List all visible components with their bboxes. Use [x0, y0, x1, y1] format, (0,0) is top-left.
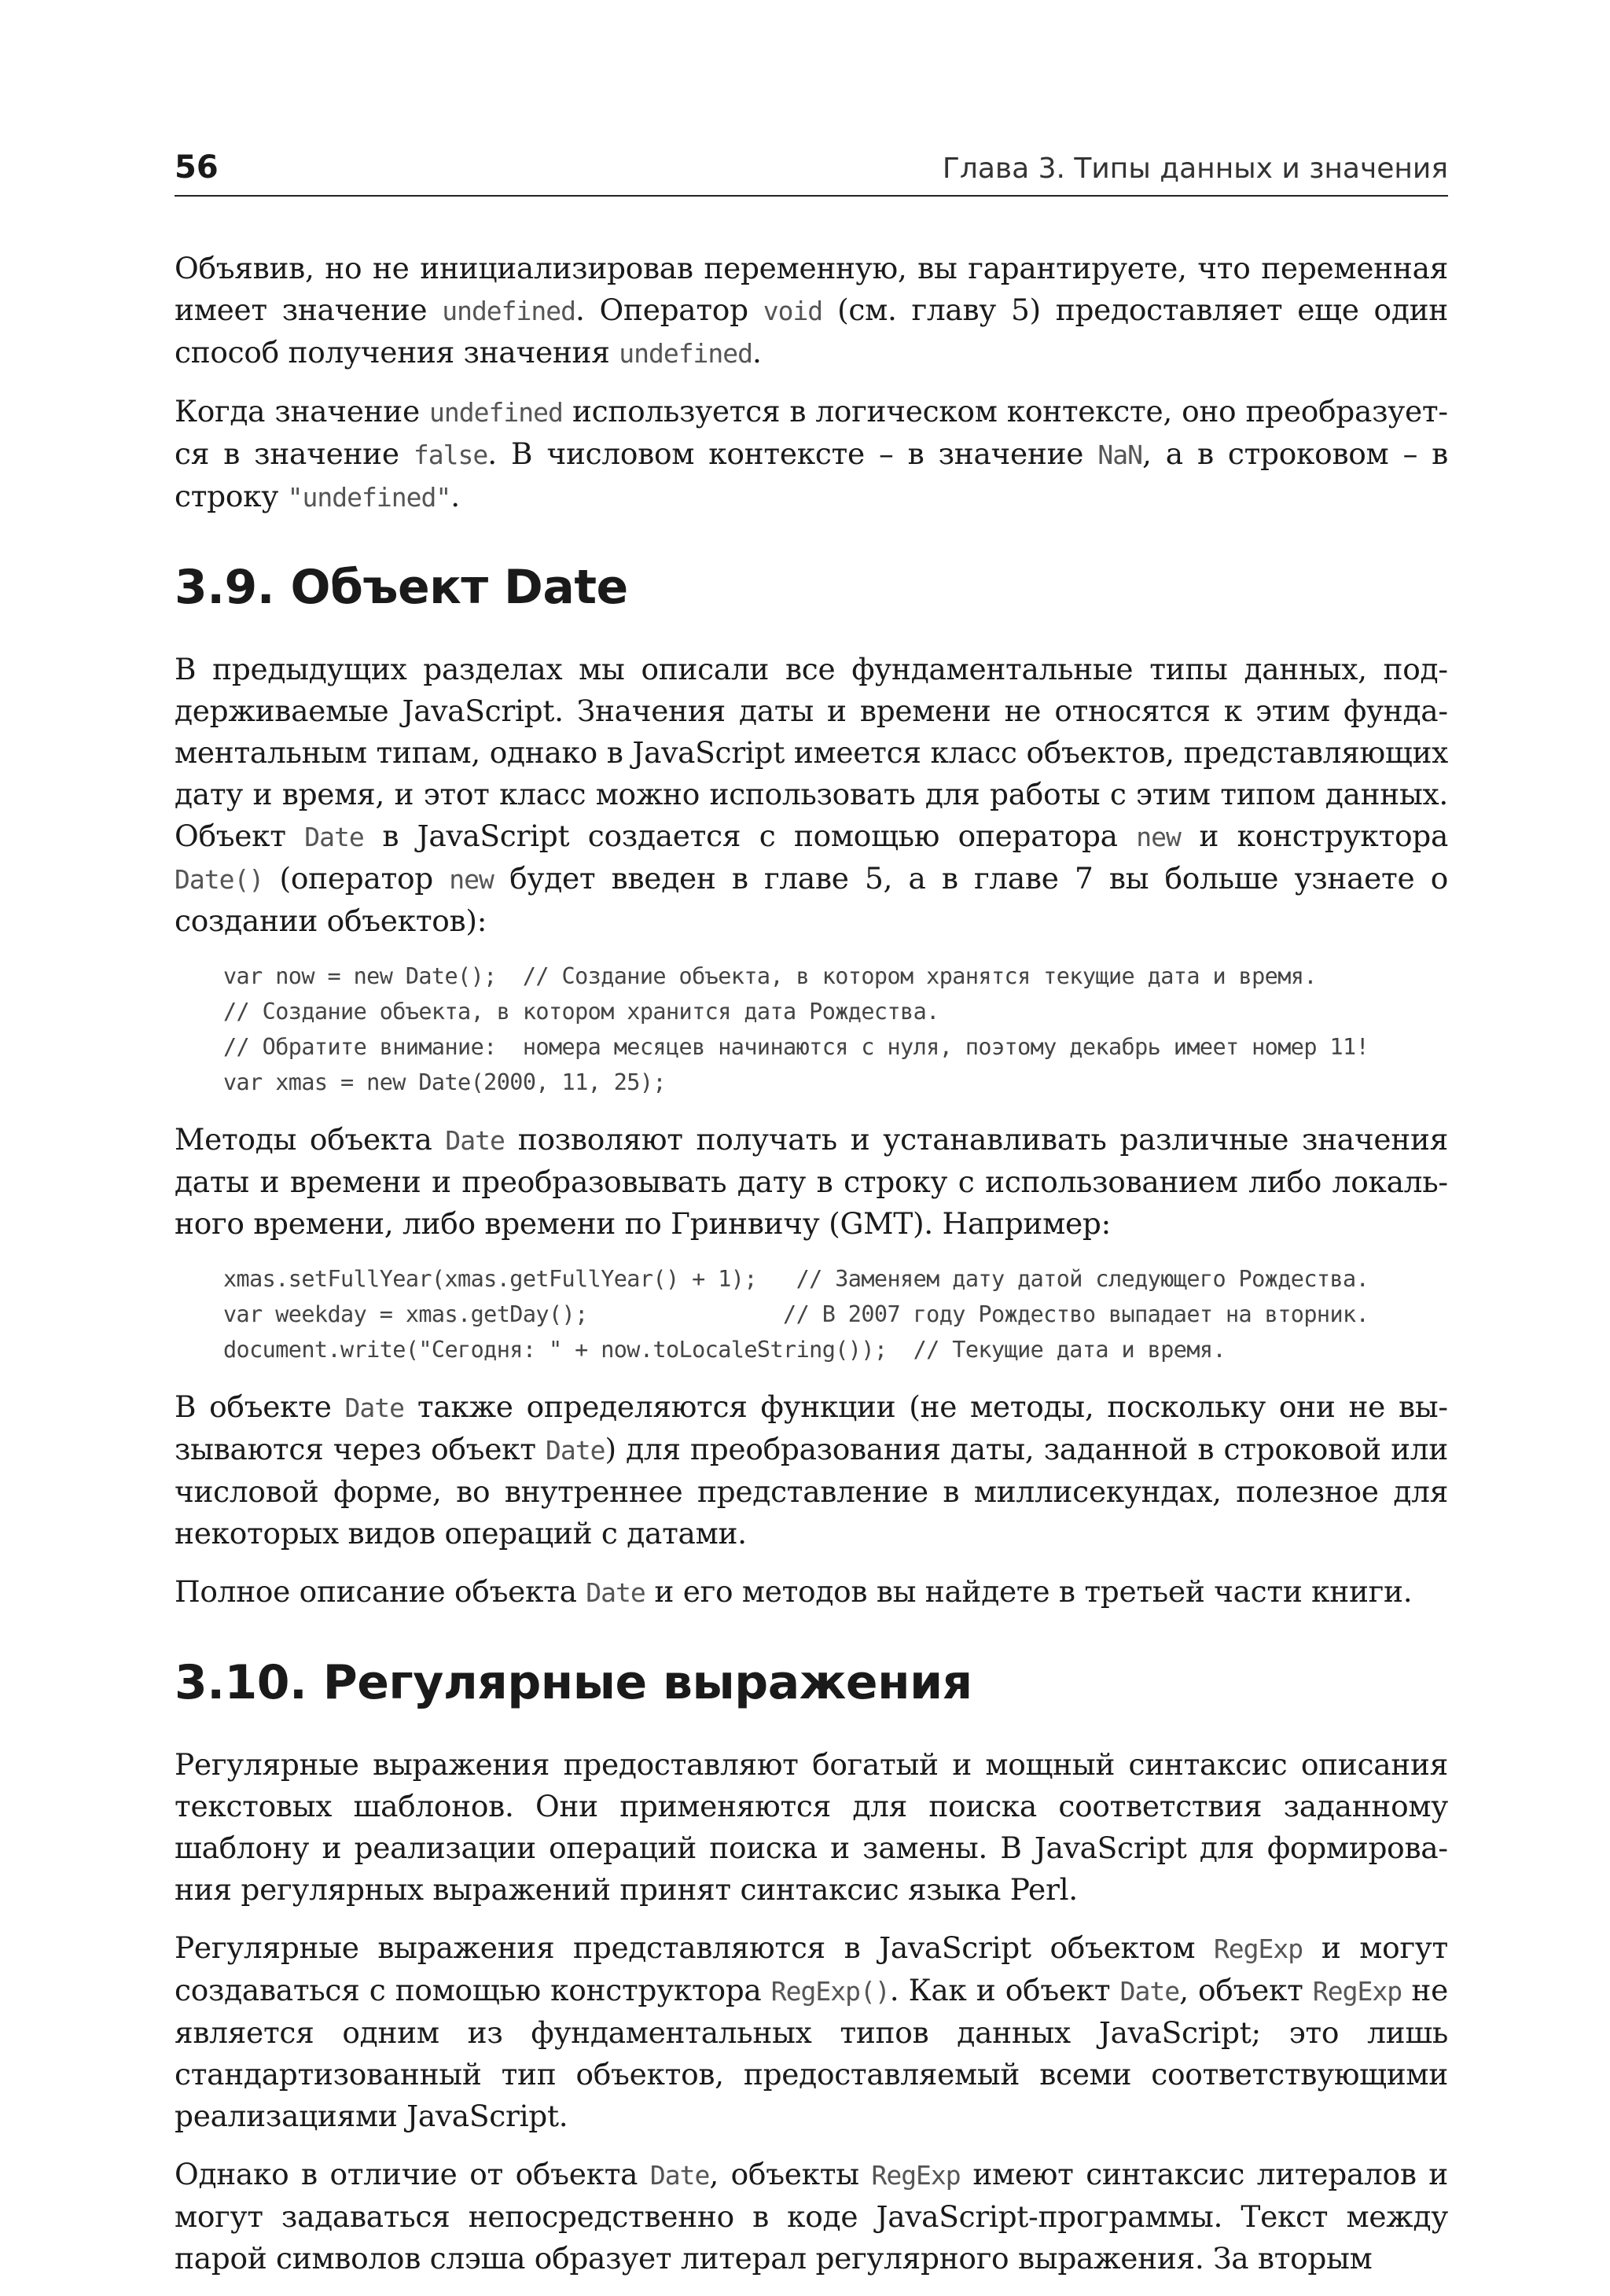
- code-line: // Создание объекта, в котором хранится дата Рождества.: [223, 999, 939, 1025]
- paragraph-regexp-intro: [175, 1744, 1448, 1911]
- text: (см. главу 5) предоставляет еще один способ получения значения: [175, 293, 1448, 370]
- paragraph-undefined-conversion: [175, 391, 1448, 518]
- inline-code: Date: [344, 1393, 405, 1423]
- text: В объекте: [175, 1389, 345, 1424]
- inline-code: undefined: [619, 338, 753, 369]
- text: и конструктора: [1180, 819, 1448, 853]
- text: , объекты: [709, 2157, 872, 2191]
- text: используется в логическом контексте, оно преобразуется в значение: [175, 394, 1448, 471]
- inline-code: RegExp: [871, 2160, 961, 2191]
- text: В предыдущих разделах мы описали все фундаментальные типы данных, поддерживаемые JavaScript. Значения даты и времени не относятся к этим фундаментальным типам, однако в JavaScript имеется класс объектов, представляющих дату и время, и этот класс можно использовать для работы с этим типом данных. Объект: [175, 652, 1448, 853]
- text: и могут создаваться с помощью конструктора: [175, 1930, 1448, 2007]
- inline-code: "undefined": [287, 482, 451, 513]
- paragraph-date-intro: [175, 649, 1448, 942]
- code-line: var weekday = xmas.getDay(); // В 2007 году Рождество выпадает на вторник.: [223, 1301, 1369, 1327]
- inline-code: false: [413, 440, 488, 470]
- code-line: xmas.setFullYear(xmas.getFullYear() + 1); // Заменяем дату датой следующего Рождества.: [223, 1266, 1369, 1292]
- text: имеют синтаксис литералов и могут задаваться непосредственно в коде JavaScript-программы. Текст между парой символов слэша образует литерал регулярного выражения. За вторым: [175, 2157, 1448, 2276]
- inline-code: RegExp: [1312, 1976, 1402, 2007]
- code-block-date-methods: [223, 1261, 1448, 1367]
- inline-code: Date: [445, 1125, 505, 1156]
- inline-code: undefined: [442, 296, 576, 326]
- page-header: [175, 148, 1448, 197]
- inline-code: Date: [586, 1577, 645, 1608]
- code-line: // Обратите внимание: номера месяцев начинаются с нуля, поэтому декабрь имеет номер 11!: [223, 1034, 1369, 1060]
- paragraph-date-methods: [175, 1119, 1448, 1245]
- text: Методы объекта: [175, 1122, 446, 1157]
- text: Регулярные выражения представляются в JavaScript объектом: [175, 1930, 1214, 1965]
- text: , а в строковом – в строку: [175, 436, 1448, 513]
- inline-code: Date(): [175, 864, 264, 895]
- text: позволяют получать и устанавливать различные значения даты и времени и преобразовывать дату в строку с использованием либо локального времени, либо времени по Гринвичу (GMT). Например:: [175, 1122, 1448, 1241]
- paragraph-date-reference: [175, 1571, 1448, 1613]
- inline-code: Date: [649, 2160, 710, 2191]
- code-line: var now = new Date(); // Создание объекта, в котором хранятся текущие дата и время.: [223, 963, 1317, 989]
- inline-code: NaN: [1097, 440, 1142, 470]
- code-line: var xmas = new Date(2000, 11, 25);: [223, 1069, 666, 1095]
- inline-code: RegExp(): [770, 1976, 890, 2007]
- paragraph-regexp-object: [175, 1927, 1448, 2137]
- inline-code: undefined: [429, 397, 563, 428]
- text: Объявив, но не инициализировав переменную, вы гарантируете, что переменная имеет значение: [175, 251, 1448, 327]
- inline-code: new: [449, 864, 494, 895]
- inline-code: Date: [304, 822, 364, 852]
- text: .: [450, 479, 460, 513]
- code-block-date-create: [223, 959, 1448, 1100]
- section-heading-date: 3.9. Объект Date: [175, 560, 628, 615]
- inline-code: new: [1136, 822, 1181, 852]
- paragraph-regexp-literals: [175, 2154, 1448, 2279]
- code-line: document.write("Сегодня: " + now.toLocaleString()); // Текущие дата и время.: [223, 1337, 1226, 1363]
- section-heading-regexp: 3.10. Регулярные выражения: [175, 1655, 972, 1710]
- inline-code: Date: [545, 1435, 605, 1466]
- inline-code: RegExp: [1213, 1934, 1303, 1964]
- text: в JavaScript создается с помощью оператора: [363, 819, 1137, 853]
- text: будет введен в главе 5, а в главе 7 вы больше узнаете о создании объектов):: [175, 861, 1448, 938]
- page-number: 56: [175, 149, 219, 186]
- inline-code: void: [763, 296, 823, 326]
- inline-code: Date: [1119, 1976, 1180, 2007]
- text: ) для преобразования даты, заданной в строковой или числовой форме, во внутреннее представление в миллисекундах, полезное для некоторых видов операций с датами.: [175, 1432, 1448, 1551]
- text: также определяются функции (не методы, поскольку они не вызываются через объект: [175, 1389, 1448, 1466]
- text: и его методов вы найдете в третьей части книги.: [645, 1574, 1413, 1609]
- text: Когда значение: [175, 394, 430, 429]
- paragraph-undefined-intro: [175, 248, 1448, 374]
- running-head: Глава 3. Типы данных и значения: [942, 153, 1448, 185]
- text: не является одним из фундаментальных типов данных JavaScript; это лишь стандартизованный тип объектов, предоставляемый всеми соответствующими реализациями JavaScript.: [175, 1973, 1448, 2133]
- text: .: [752, 335, 762, 370]
- text: Регулярные выражения предоставляют богатый и мощный синтаксис описания текстовых шаблонов. Они применяются для поиска соответствия заданному шаблону и реализации операций поиска и замены. В JavaScript для формирования регулярных выражений принят синтаксис языка Perl.: [175, 1747, 1448, 1907]
- text: Полное описание объекта: [175, 1574, 586, 1609]
- text: . Оператор: [575, 293, 763, 327]
- paragraph-date-functions: [175, 1386, 1448, 1555]
- text: . В числовом контексте – в значение: [487, 436, 1098, 471]
- page-body: [175, 248, 1448, 2296]
- text: Однако в отличие от объекта: [175, 2157, 650, 2191]
- text: , объект: [1179, 1973, 1313, 2007]
- text: . Как и объект: [889, 1973, 1120, 2007]
- text: (оператор: [263, 861, 450, 896]
